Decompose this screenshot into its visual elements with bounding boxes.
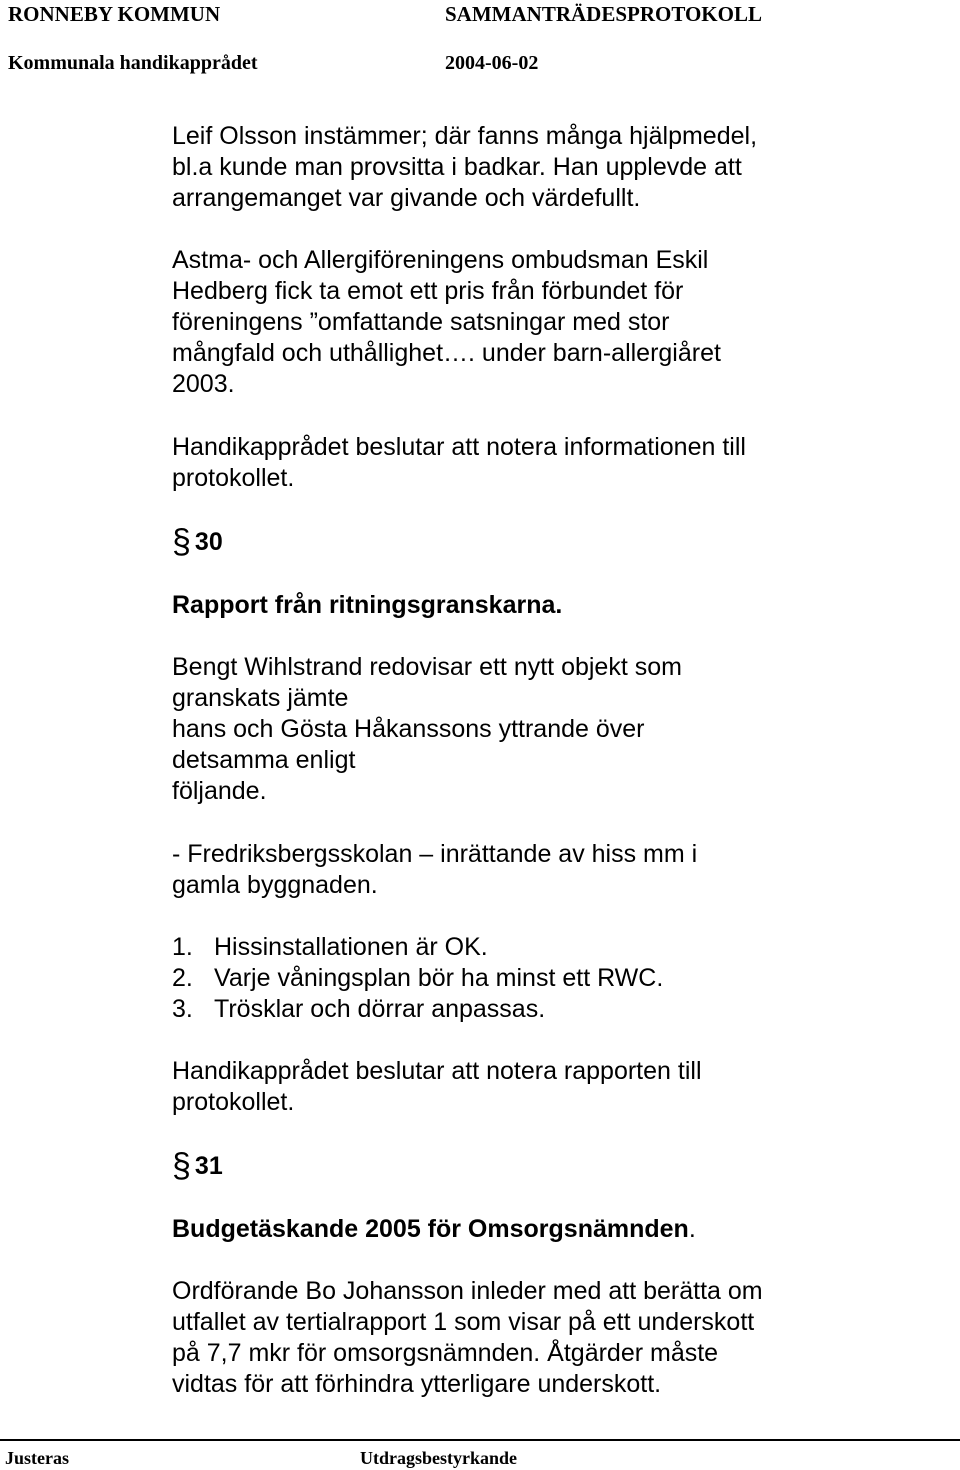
- paragraph-bengt-wihlstrand: Bengt Wihlstrand redovisar ett nytt objekt som granskats jämte hans och Gösta Håkanssons yttrande över detsamma enligt följande.: [172, 653, 682, 805]
- footer-utdragsbestyrkande: Utdragsbestyrkande: [360, 1448, 518, 1468]
- footer-justeras: Justeras: [5, 1448, 69, 1468]
- section-number: 30: [194, 528, 223, 556]
- numbered-list: [172, 932, 912, 1025]
- paragraph-fredriksbergsskolan: - Fredriksbergsskolan – inrättande av hiss mm i gamla byggnaden.: [172, 840, 698, 899]
- list-item: 2. Varje våningsplan bör ha minst ett RWC.: [172, 964, 664, 992]
- paragraph-symbol: §: [172, 1147, 191, 1185]
- list-item: 3. Trösklar och dörrar anpassas.: [172, 995, 546, 1023]
- decision-paragraph-2: Handikapprådet beslutar att notera rapporten till protokollet.: [172, 1057, 702, 1116]
- paragraph-symbol: §: [172, 523, 191, 561]
- list-item: 1. Hissinstallationen är OK.: [172, 933, 488, 961]
- meeting-date: 2004-06-02: [445, 52, 539, 74]
- paragraph-bo-johansson: Ordförande Bo Johansson inleder med att berätta om utfallet av tertialrapport 1 som visar på ett underskott på 7,7 mkr för omsorgsnämnden. Åtgärder måste vidtas för att förhindra ytterligare underskott.: [172, 1277, 763, 1398]
- section-30-heading: [172, 523, 912, 561]
- section-31-heading: [172, 1147, 912, 1185]
- section-31-title: Budgetäskande 2005 för Omsorgsnämnden.: [172, 1215, 696, 1243]
- section-number: 31: [194, 1152, 223, 1180]
- footer-divider: [0, 1439, 960, 1441]
- municipality-name: RONNEBY KOMMUN: [8, 2, 221, 26]
- document-type: SAMMANTRÄDESPROTOKOLL: [445, 2, 762, 26]
- section-30-title: Rapport från ritningsgranskarna.: [172, 591, 563, 619]
- paragraph-leif-olsson: Leif Olsson instämmer; där fanns många hjälpmedel, bl.a kunde man provsitta i badkar. Han upplevde att arrangemanget var givande och värdefullt.: [172, 122, 758, 212]
- committee-name: Kommunala handikapprådet: [8, 52, 258, 74]
- decision-paragraph-1: Handikapprådet beslutar att notera informationen till protokollet.: [172, 433, 746, 492]
- paragraph-astma-allergi: Astma- och Allergiföreningens ombudsman Eskil Hedberg fick ta emot ett pris från förbundet för föreningens ”omfattande satsningar med stor mångfald och uthållighet…. under barn-allergiåret 2003.: [172, 246, 721, 398]
